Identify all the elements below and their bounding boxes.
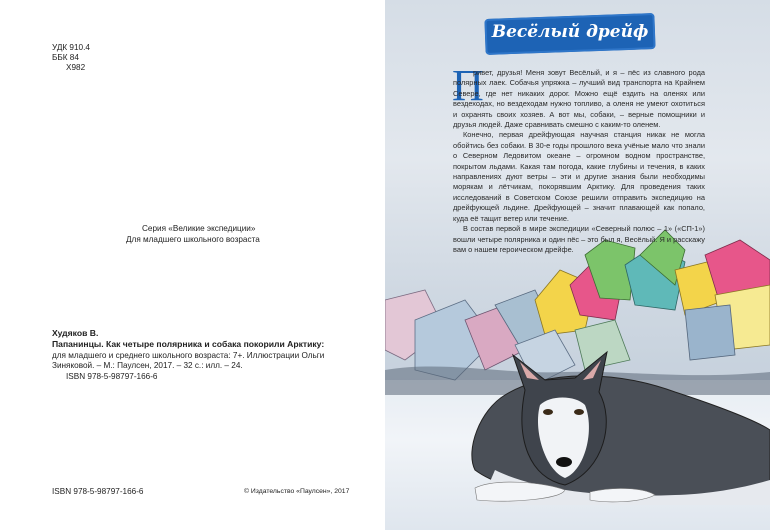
isbn-entry: ISBN 978-5-98797-166-6 — [66, 372, 158, 381]
bibliographic-title: Папанинцы. Как четыре полярника и собака покорили Арктику: — [52, 339, 325, 349]
udk-code: УДК 910.4 — [52, 43, 90, 52]
bbk-code: ББК 84 — [52, 53, 79, 62]
audience-note: Для младшего школьного возраста — [126, 235, 260, 244]
isbn-footer: ISBN 978-5-98797-166-6 — [52, 487, 144, 496]
right-page-story — [385, 0, 770, 530]
bibliographic-line: для младшего и среднего школьного возраста: 7+. Иллюстрации Ольги — [52, 351, 325, 360]
author-mark: Х982 — [66, 63, 86, 72]
author-name: Худяков В. — [52, 328, 99, 338]
bibliographic-line: Зиняковой. – М.: Паулсен, 2017. – 32 с.: илл. – 24. — [52, 361, 243, 370]
series-name: Серия «Великие экспедиции» — [142, 224, 256, 233]
story-paragraph: В состав первой в мире экспедиции «Северный полюс – 1» («СП-1») вошли четыре полярника и один пёс – это был я, Весёлый. Я и расскажу вам о нашем героическом дрейфе. — [453, 224, 705, 254]
story-body — [453, 68, 705, 255]
copyright-notice: © Издательство «Паулсен», 2017 — [244, 488, 350, 495]
drop-cap: П — [452, 61, 484, 110]
story-paragraph: Конечно, первая дрейфующая научная станция никак не могла обойтись без собаки. В 30-е годы прошлого века учёные мало что знали о Северном Ледовитом океане – огромном водном пространстве, покрытом льдами. Какая там погода, какие глубины и течения, в каких направлениях дуют ветры – эти и другие знания были необходимы морякам и лётчикам, покорявшим Арктику. Для проведения таких исследований в Советском Союзе решили отправить экспедицию на дрейфующей льдине. Дрейфующей – значит плавающей как попало, куда её тащит ветер или течение. — [453, 130, 705, 223]
chapter-title: Весёлый дрейф — [491, 22, 649, 42]
story-paragraph: ривет, друзья! Меня зовут Весёлый, и я – пёс из славного рода полярных лаек. Собачья упряжка – лучший вид транспорта на Крайнем Севере, где нет никаких дорог. Можно ещё ездить на оленях или вездеходах, но вездеходам нужно топливо, а оленя не умеют охотиться и охранять своих хозяев. А вот мы, собаки, – верные помощники и друзья людей. Даже сравнивать смешно с каким-то оленем. — [453, 68, 705, 130]
